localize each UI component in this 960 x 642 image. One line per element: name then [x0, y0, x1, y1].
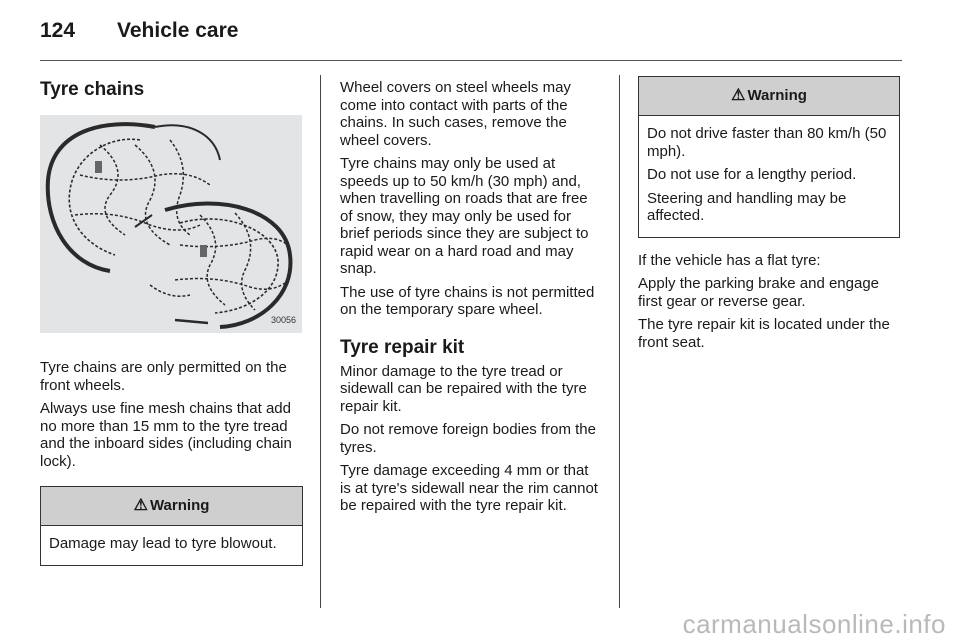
warning-icon: ⚠ — [133, 497, 148, 515]
tyre-chains-illustration — [40, 115, 302, 333]
column-divider-1 — [320, 75, 321, 608]
warning-text: Do not use for a lengthy period. — [647, 166, 857, 183]
paragraph: Tyre damage exceeding 4 mm or that is at tyre's sidewall near the rim cannot be repaired with the tyre repair kit. — [340, 462, 598, 514]
section-title-tyre-chains: Tyre chains — [40, 79, 145, 100]
warning-title: Warning — [747, 87, 807, 105]
warning-header — [639, 77, 899, 116]
column-divider-2 — [619, 75, 620, 608]
tyre-chains-drawing — [40, 115, 302, 333]
paragraph: If the vehicle has a flat tyre: — [638, 251, 821, 269]
middle-column — [340, 79, 603, 521]
paragraph: Wheel covers on steel wheels may come into contact with parts of the chains. In such cases, remove the wheel covers. — [340, 79, 571, 149]
paragraph: Tyre chains are only permitted on the front wheels. — [40, 359, 287, 394]
paragraph: Always use fine mesh chains that add no more than 15 mm to the tyre tread and the inboard sides (including chain lock). — [40, 400, 292, 470]
figure-number: 30056 — [270, 314, 296, 325]
page-title: Vehicle care — [117, 19, 239, 42]
warning-title: Warning — [149, 497, 210, 515]
warning-body — [639, 116, 899, 237]
right-column — [638, 60, 900, 357]
paragraph: Minor damage to the tyre tread or sidewall can be repaired with the tyre repair kit. — [340, 362, 587, 415]
paragraph: The use of tyre chains is not permitted on the temporary spare wheel. — [340, 283, 595, 318]
warning-box-blowout — [40, 486, 303, 566]
warning-text: Steering and handling may be affected. — [647, 189, 847, 224]
warning-body — [41, 526, 302, 565]
left-column — [40, 79, 303, 566]
watermark: carmanualsonline.info — [682, 609, 946, 639]
paragraph: Do not remove foreign bodies from the tyres. — [340, 421, 596, 456]
warning-text: Damage may lead to tyre blowout. — [49, 535, 277, 552]
page-number: 124 — [40, 19, 76, 42]
section-title-tyre-repair-kit: Tyre repair kit — [340, 336, 465, 358]
warning-text: Do not drive faster than 80 km/h (50 mph). — [647, 125, 887, 160]
paragraph: Apply the parking brake and engage first gear or reverse gear. — [638, 275, 880, 310]
paragraph: The tyre repair kit is located under the front seat. — [638, 316, 890, 351]
warning-box-speed — [638, 76, 900, 238]
warning-icon: ⚠ — [731, 87, 746, 105]
paragraph: Tyre chains may only be used at speeds up to 50 km/h (30 mph) and, when travelling on roads that are free of snow, they may only be used for brief periods since they are subject to rapid wear on a hard road and may snap. — [340, 155, 589, 277]
warning-header — [41, 487, 302, 526]
